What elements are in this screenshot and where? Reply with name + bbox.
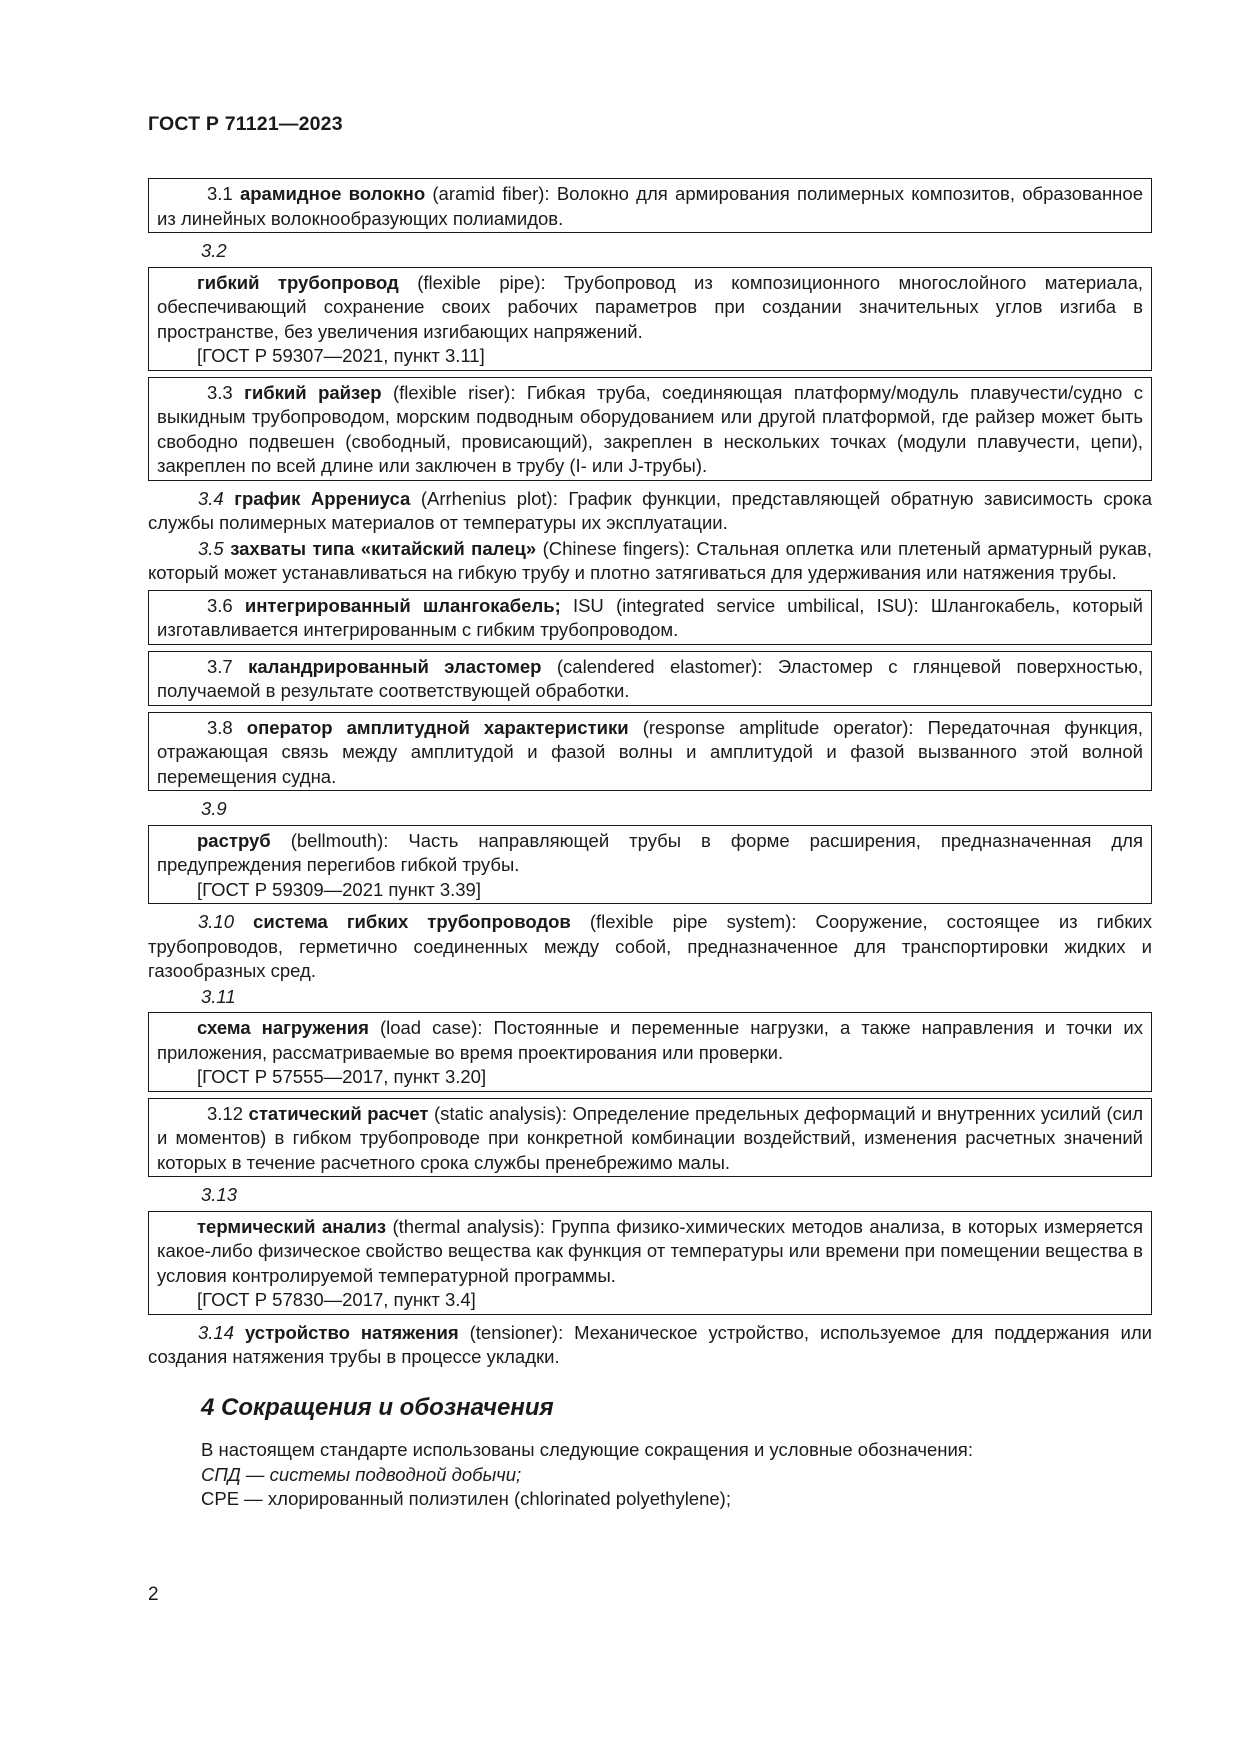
abbreviation-item: CPE — хлорированный полиэтилен (chlorinated polyethylene); — [201, 1488, 731, 1509]
term-name: устройство натяжения — [244, 1321, 459, 1343]
term-number: 3.1 — [207, 183, 233, 204]
term-english: (calendered elastomer) — [556, 655, 758, 677]
term-3-4-text — [148, 487, 1152, 536]
term-definition: : Часть направляющей трубы в форме расширения, предназначенная для предупреждения перегибов гибкой трубы. — [157, 829, 1143, 875]
term-3-12-text — [157, 1102, 1143, 1176]
term-english: (static analysis) — [434, 1102, 562, 1124]
term-3-11-reference: [ГОСТ Р 57555—2017, пункт 3.20] — [197, 1066, 487, 1087]
term-3-9-number — [148, 797, 1152, 822]
term-english: (thermal analysis) — [392, 1215, 540, 1237]
term-3-11-number — [148, 985, 1152, 1010]
term-3-8-text — [157, 716, 1143, 790]
term-number: 3.10 — [198, 911, 235, 932]
term-3-11-text — [157, 1016, 1143, 1065]
term-3-6-box — [148, 590, 1152, 645]
term-number: 3.4 — [198, 487, 224, 509]
term-english: (tensioner) — [469, 1321, 559, 1343]
term-name: статический расчет — [248, 1102, 429, 1124]
term-number: 3.2 — [201, 240, 227, 261]
term-number: 3.9 — [201, 798, 227, 819]
term-english: (Chinese fingers) — [542, 537, 685, 559]
term-3-5-text — [148, 537, 1152, 586]
section-4-heading: 4 Сокращения и обозначения — [201, 1393, 554, 1421]
term-3-9-reference: [ГОСТ Р 59309—2021 пункт 3.39] — [197, 878, 481, 900]
term-name: раструб — [197, 829, 271, 851]
term-definition: : Определение предельных деформаций и внутренних усилий (сил и моментов) в гибком трубопроводе при конкретной комбинации воздействий, изменения расчетных значений которых в течение расчетного срока службы пренебрежимо малы. — [157, 1102, 1143, 1173]
term-definition: : График функции, представляющей обратную зависимость срока службы полимерных материалов от температуры их эксплуатации. — [148, 487, 1153, 533]
term-definition: : Передаточная функция, отражающая связь между амплитудой и фазой волны и амплитудой и фазой вызванного этой волной перемещения судна. — [157, 716, 1144, 787]
term-number: 3.12 — [207, 1102, 244, 1124]
term-number: 3.3 — [207, 381, 233, 403]
term-3-1-box — [148, 178, 1152, 233]
term-name: система гибких трубопроводов — [253, 911, 571, 932]
term-number: 3.13 — [201, 1184, 238, 1205]
term-name: интегрированный шлангокабель; — [244, 594, 561, 616]
term-english: (Arrhenius plot) — [420, 487, 553, 509]
term-3-2-text — [157, 271, 1143, 345]
term-number: 3.8 — [207, 716, 233, 738]
term-definition: : Гибкая труба, соединяющая платформу/модуль плавучести/судно с выкидным трубопроводом, морским подводным оборудованием или другой платформой, где райзер может быть свободно подвешен (свободный, провисающий), закреплен в нескольких точках (модули плавучести, цепи), закреплен по всей длине или заключен в трубу (I- или J-трубы). — [157, 381, 1143, 476]
term-definition: : Группа физико-химических методов анализа, в которых измеряется какое-либо физическое свойство вещества как функция от температуры или времени при помещении вещества в условия контролируемой температурной программы. — [157, 1215, 1143, 1286]
term-definition: : Трубопровод из композиционного многослойного материала, обеспечивающий сохранение своих рабочих параметров при создании значительных углов изгиба в пространстве, без увеличения изгибающих напряжений. — [157, 271, 1144, 342]
term-3-2-box — [148, 267, 1152, 371]
term-3-13-text — [157, 1215, 1143, 1289]
term-definition: : Механическое устройство, используемое для поддержания или создания натяжения трубы в процессе укладки. — [148, 1321, 1152, 1367]
term-number: 3.7 — [207, 655, 233, 677]
term-3-3-box — [148, 377, 1152, 481]
term-name: график Аррениуса — [234, 487, 411, 509]
term-number: 3.6 — [207, 594, 233, 616]
term-3-14-text — [148, 1321, 1152, 1370]
term-3-9-text — [157, 829, 1143, 878]
term-english: (aramid fiber) — [432, 183, 545, 204]
term-english: (load case) — [379, 1017, 478, 1038]
term-3-1-text — [157, 182, 1143, 231]
term-number: 3.11 — [201, 985, 236, 1007]
term-3-6-text — [157, 594, 1143, 643]
term-3-13-box — [148, 1211, 1152, 1315]
page-header: ГОСТ Р 71121—2023 — [148, 113, 343, 135]
term-name: схема нагружения — [197, 1017, 369, 1038]
term-3-10-text — [148, 910, 1152, 984]
term-english: (flexible pipe system) — [589, 911, 792, 932]
term-english: (bellmouth) — [290, 829, 384, 851]
term-name: захваты типа «китайский палец» — [230, 537, 537, 559]
term-definition: : Эластомер с глянцевой поверхностью, получаемой в результате соответствующей обработки. — [157, 655, 1143, 701]
term-3-8-box — [148, 712, 1152, 792]
term-definition: : Стальная оплетка или плетеный арматурный рукав, который может устанавливаться на гибкую трубу и плотно затягиваться для удерживания или натяжения трубы. — [148, 537, 1153, 583]
term-3-12-box — [148, 1098, 1152, 1178]
term-name: каландрированный эластомер — [248, 655, 542, 677]
term-name: оператор амплитудной характеристики — [246, 716, 629, 738]
term-3-9-box — [148, 825, 1152, 905]
term-3-7-text — [157, 655, 1143, 704]
term-3-13-reference: [ГОСТ Р 57830—2017, пункт 3.4] — [197, 1289, 476, 1310]
term-definition: : Шлангокабель, который изготавливается интегрированным с гибким трубопроводом. — [157, 594, 1143, 640]
term-english: (flexible pipe) — [417, 271, 541, 293]
term-name: гибкий трубопровод — [197, 271, 399, 293]
term-number: 3.14 — [198, 1321, 235, 1343]
term-3-3-text — [157, 381, 1143, 479]
term-name: термический анализ — [197, 1215, 387, 1237]
abbreviation-text: СПД — системы подводной добычи; — [201, 1463, 522, 1485]
abbreviation-item — [148, 1463, 1152, 1488]
term-name: арамидное волокно — [239, 183, 426, 204]
term-3-7-box — [148, 651, 1152, 706]
term-definition: : Сооружение, состоящее из гибких трубопроводов, герметично соединенных между собой, предназначенное для транспортировки жидких и газообразных сред. — [148, 911, 1153, 981]
term-3-2-number — [148, 239, 1152, 264]
terms-content — [148, 178, 1152, 1512]
term-number: 3.5 — [198, 537, 224, 559]
term-english: ISU (integrated service umbilical, ISU) — [572, 594, 914, 616]
term-definition: : Постоянные и переменные нагрузки, а также направления и точки их приложения, рассматриваемые во время проектирования или проверки. — [157, 1017, 1143, 1063]
term-definition: : Волокно для армирования полимерных композитов, образованное из линейных волокнообразующих полиамидов. — [157, 183, 1143, 229]
term-english: (flexible riser) — [393, 381, 511, 403]
abbreviations-intro: В настоящем стандарте использованы следующие сокращения и условные обозначения: — [201, 1439, 973, 1460]
term-name: гибкий райзер — [244, 381, 382, 403]
term-3-11-box — [148, 1012, 1152, 1092]
page-number: 2 — [148, 1584, 159, 1605]
term-3-13-number — [148, 1183, 1152, 1208]
term-english: (response amplitude operator) — [642, 716, 909, 738]
term-3-2-reference: [ГОСТ Р 59307—2021, пункт 3.11] — [197, 345, 485, 366]
